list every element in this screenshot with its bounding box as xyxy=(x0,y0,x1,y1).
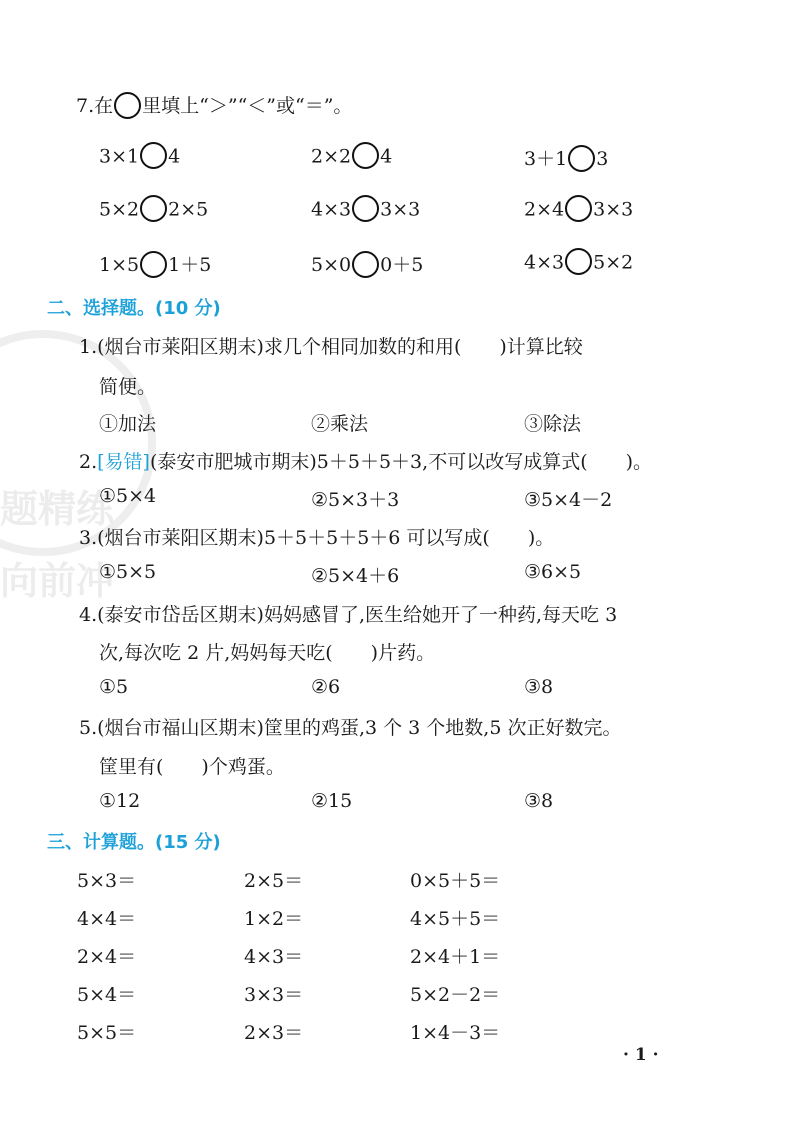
q7-number: 7. xyxy=(76,95,95,117)
q7-comparison-item xyxy=(524,250,633,277)
answer-circle[interactable] xyxy=(140,251,167,278)
calc-expression: 2×5＝ xyxy=(244,870,304,892)
s2-q1-line1: 1.(烟台市莱阳区期末)求几个相同加数的和用( )计算比较 xyxy=(79,336,583,358)
s2-q4-line1: 4.(泰安市岱岳区期末)妈妈感冒了,医生给她开了一种药,每天吃 3 xyxy=(79,604,618,626)
q7-comparison-item xyxy=(311,250,423,280)
s2-q5-option-c: ③8 xyxy=(524,790,554,812)
q7-comparison-item xyxy=(99,144,180,171)
answer-circle[interactable] xyxy=(352,195,379,222)
q7-right-expression: 3×3 xyxy=(380,198,421,221)
q7-right-expression: 2×5 xyxy=(168,198,209,221)
s2-q5-line2: 筐里有( )个鸡蛋。 xyxy=(99,756,285,778)
q7-left-expression: 2×2 xyxy=(311,145,352,168)
q7-left-expression: 1×5 xyxy=(99,254,140,276)
calc-expression: 5×4＝ xyxy=(77,984,137,1006)
calc-expression: 4×3＝ xyxy=(244,946,304,968)
s2-q2-number: 2. xyxy=(79,451,98,473)
answer-circle[interactable] xyxy=(565,248,592,275)
s2-q4-option-b: ②6 xyxy=(311,676,341,698)
s2-q5-option-b: ②15 xyxy=(311,790,353,812)
q7-right-expression: 1＋5 xyxy=(168,254,212,276)
s2-q1-line2: 简便。 xyxy=(99,376,157,398)
s2-q2-line xyxy=(79,447,652,474)
q7-comparison-item xyxy=(99,250,211,280)
blank-circle-icon xyxy=(114,92,141,119)
q7-comparison-item xyxy=(524,197,633,224)
q7-comparison-item xyxy=(99,197,208,224)
calc-expression: 1×4－3＝ xyxy=(410,1022,501,1044)
s2-q1-option-b: ②乘法 xyxy=(311,413,369,435)
calc-expression: 5×5＝ xyxy=(77,1022,137,1044)
q7-comparison-item xyxy=(524,144,608,174)
watermark-text-1: 题精练 xyxy=(0,487,115,531)
q7-left-expression: 5×0 xyxy=(311,254,352,276)
q7-right-expression: 4 xyxy=(380,145,393,168)
q7-comparison-item xyxy=(311,197,420,224)
s2-q1-option-a: ①加法 xyxy=(99,413,157,435)
s2-q4-option-c: ③8 xyxy=(524,676,554,698)
q7-instr-post: 里填上“＞”“＜”或“＝”。 xyxy=(142,95,353,117)
q7-right-expression: 3 xyxy=(596,148,609,170)
calc-expression: 3×3＝ xyxy=(244,984,304,1006)
q7-left-expression: 2×4 xyxy=(524,198,565,221)
s2-q4-line2: 次,每次吃 2 片,妈妈每天吃( )片药。 xyxy=(99,642,436,664)
s2-q1-option-c: ③除法 xyxy=(524,413,582,435)
page-number: · 1 · xyxy=(623,1045,659,1065)
calc-expression: 5×2－2＝ xyxy=(410,984,501,1006)
q7-right-expression: 5×2 xyxy=(593,251,634,274)
answer-circle[interactable] xyxy=(352,142,379,169)
s2-q2-option-a: ①5×4 xyxy=(99,485,157,507)
answer-circle[interactable] xyxy=(352,251,379,278)
calc-expression: 4×5＋5＝ xyxy=(410,908,501,930)
s2-q5-line1: 5.(烟台市福山区期末)筐里的鸡蛋,3 个 3 个地数,5 次正好数完。 xyxy=(79,717,622,739)
calc-expression: 2×4＝ xyxy=(77,946,137,968)
q7-left-expression: 4×3 xyxy=(524,251,565,274)
s2-q5-option-a: ①12 xyxy=(99,790,141,812)
answer-circle[interactable] xyxy=(568,145,595,172)
s2-q4-option-a: ①5 xyxy=(99,676,129,698)
calc-expression: 2×4＋1＝ xyxy=(410,946,501,968)
answer-circle[interactable] xyxy=(140,195,167,222)
s2-q3-option-a: ①5×5 xyxy=(99,561,157,583)
q7-left-expression: 5×2 xyxy=(99,198,140,221)
section-2-title: 二、选择题。(10 分) xyxy=(47,298,221,319)
s2-q3-option-b: ②5×4＋6 xyxy=(311,565,400,587)
q7-left-expression: 3＋1 xyxy=(524,148,568,170)
watermark-text-2: 向前冲 xyxy=(0,559,115,603)
section-3-title: 三、计算题。(15 分) xyxy=(47,832,221,853)
calc-expression: 4×4＝ xyxy=(77,908,137,930)
error-prone-tag: [易错] xyxy=(97,451,150,473)
calc-expression: 1×2＝ xyxy=(244,908,304,930)
calc-expression: 2×3＝ xyxy=(244,1022,304,1044)
q7-right-expression: 3×3 xyxy=(593,198,634,221)
q7-comparison-item xyxy=(311,144,392,171)
s2-q3-option-c: ③6×5 xyxy=(524,561,582,583)
s2-q2-text: (泰安市肥城市期末)5＋5＋5＋3,不可以改写成算式( )。 xyxy=(149,451,653,473)
q7-instr-pre: 在 xyxy=(94,95,114,117)
q7-right-expression: 4 xyxy=(168,145,181,168)
answer-circle[interactable] xyxy=(565,195,592,222)
calc-expression: 5×3＝ xyxy=(77,870,137,892)
s2-q3-line1: 3.(烟台市莱阳区期末)5＋5＋5＋5＋6 可以写成( )。 xyxy=(79,527,555,549)
q7-left-expression: 4×3 xyxy=(311,198,352,221)
q7-left-expression: 3×1 xyxy=(99,145,140,168)
answer-circle[interactable] xyxy=(140,142,167,169)
q7-right-expression: 0＋5 xyxy=(380,254,424,276)
calc-expression: 0×5＋5＝ xyxy=(410,870,501,892)
q7-instruction xyxy=(76,91,352,121)
s2-q2-option-b: ②5×3＋3 xyxy=(311,489,400,511)
s2-q2-option-c: ③5×4－2 xyxy=(524,489,613,511)
